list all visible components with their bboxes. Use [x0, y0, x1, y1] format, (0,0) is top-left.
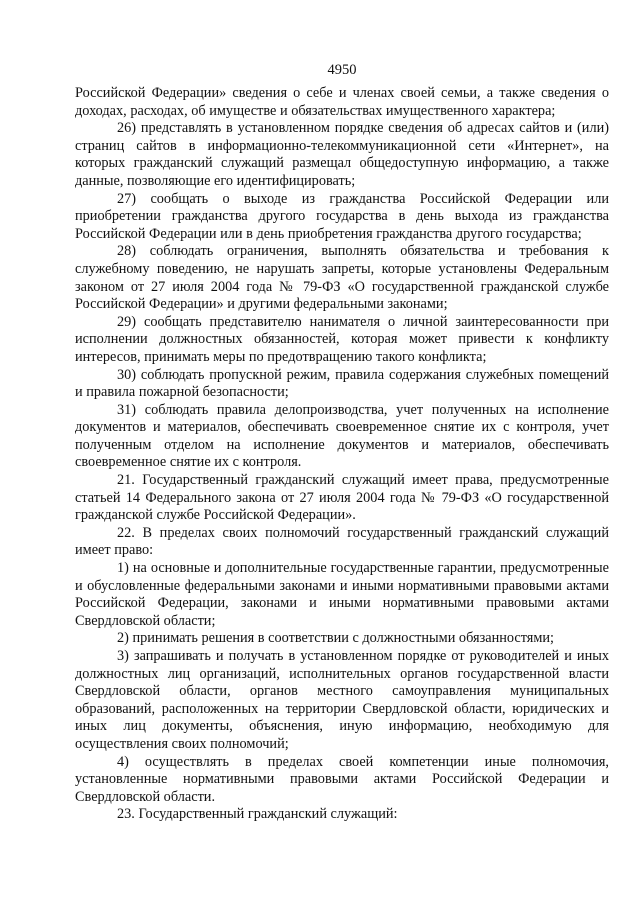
- paragraph-section-23: 23. Государственный гражданский служащий:: [117, 806, 398, 823]
- paragraph-right-4: 4) осуществлять в пределах своей компетенции иные полномочия, установленные нормативными правовыми актами Российской Федерации и Свердловской области.: [75, 753, 609, 805]
- paragraph-section-21: 21. Государственный гражданский служащий имеет права, предусмотренные статьей 14 Федерального закона от 27 июля 2004 года № 79-ФЗ «О государственной гражданской службе Российской Федерации».: [75, 472, 609, 524]
- paragraph-item-28: 28) соблюдать ограничения, выполнять обязательства и требования к служебному поведению, не нарушать запреты, которые установлены Федеральным законом от 27 июля 2004 года № 79-ФЗ «О государственной гражданской службе Российской Федерации» и другими федеральными законами;: [75, 243, 609, 313]
- paragraph-right-1: 1) на основные и дополнительные государственные гарантии, предусмотренные и обусловленные федеральными законами и иными нормативными правовыми актами Российской Федерации, законами и иными нормативными правовыми актами Свердловской области;: [75, 560, 609, 629]
- document-body: [75, 85, 609, 824]
- paragraph-right-2: 2) принимать решения в соответствии с должностными обязанностями;: [117, 630, 555, 647]
- page-number: 4950: [327, 62, 357, 78]
- paragraph-continuation: Российской Федерации» сведения о себе и членах своей семьи, а также сведения о доходах, расходах, об имуществе и обязательствах имущественного характера;: [75, 85, 609, 119]
- paragraph-item-29: 29) сообщать представителю нанимателя о личной заинтересованности при исполнении должностных обязанностей, которая может привести к конфликту интересов, принимать меры по предотвращению такого конфликта;: [75, 313, 609, 365]
- paragraph-right-3: 3) запрашивать и получать в установленном порядке от руководителей и иных должностных лиц организаций, исполнительных органов государственной власти Свердловской области, органов местного самоуправления муниципальных образований, расположенных на территории Свердловской области, юридических и иных лиц документы, объяснения, иную информацию, необходимую для осуществления своих полномочий;: [75, 648, 609, 752]
- paragraph-section-22: 22. В пределах своих полномочий государственный гражданский служащий имеет право:: [75, 524, 609, 559]
- paragraph-item-30: 30) соблюдать пропускной режим, правила содержания служебных помещений и правила пожарной безопасности;: [75, 366, 609, 401]
- paragraph-item-27: 27) сообщать о выходе из гражданства Российской Федерации или приобретении гражданства другого государства в день выхода из гражданства Российской Федерации или в день приобретения гражданства другого государства;: [75, 190, 609, 242]
- paragraph-item-31: 31) соблюдать правила делопроизводства, учет полученных на исполнение документов и материалов, обеспечивать своевременное снятие их с контроля, учет полученным отделом на исполнение документов и материалов, обеспечивать своевременное снятие их с контроля.: [75, 401, 609, 471]
- paragraph-item-26: 26) представлять в установленном порядке сведения об адресах сайтов и (или) страниц сайтов в информационно-телекоммуникационной сети «Интернет», на которых гражданский служащий размещал общедоступную информацию, а также данные, позволяющие его идентифицировать;: [75, 120, 609, 189]
